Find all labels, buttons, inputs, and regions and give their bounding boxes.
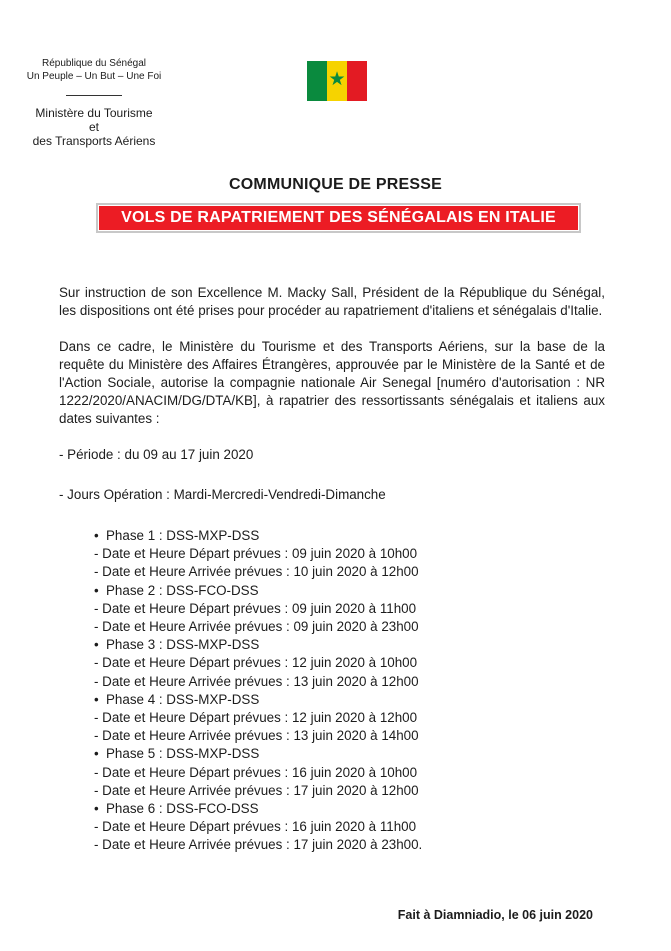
communique-body — [59, 284, 605, 855]
bullet-icon: • — [94, 746, 99, 762]
phase-4-departure: - Date et Heure Départ prévues : 12 juin 2020 à 12h00 — [94, 710, 418, 726]
phase-2-arrival: - Date et Heure Arrivée prévues : 09 juin 2020 à 23h00 — [94, 619, 419, 635]
document-title: COMMUNIQUE DE PRESSE — [229, 176, 442, 193]
period-line: - Période : du 09 au 17 juin 2020 — [59, 447, 254, 462]
subject-banner — [96, 203, 581, 233]
republic-name: République du Sénégal — [42, 58, 146, 69]
bullet-icon: • — [94, 691, 99, 707]
phase-2-label — [94, 582, 605, 600]
star-icon: ★ — [328, 69, 346, 90]
phase-label: Phase 3 : DSS-MXP-DSS — [106, 637, 260, 653]
phase-5-arrival: - Date et Heure Arrivée prévues : 17 juin 2020 à 12h00 — [94, 782, 419, 798]
operation-days-line: - Jours Opération : Mardi-Mercredi-Vendredi-Dimanche — [59, 487, 386, 502]
phase-1-arrival: - Date et Heure Arrivée prévues : 10 juin 2020 à 12h00 — [94, 564, 419, 580]
bullet-icon: • — [94, 528, 99, 543]
national-motto: Un Peuple – Un But – Une Foi — [26, 71, 162, 82]
phase-3-label — [94, 636, 605, 654]
phase-list — [94, 527, 605, 855]
banner-text: VOLS DE RAPATRIEMENT DES SÉNÉGALAIS EN ITALIE — [121, 209, 556, 226]
ministry-line-1: Ministère du Tourisme — [35, 106, 153, 120]
ministry-line-3: des Transports Aériens — [32, 134, 156, 148]
authorization-paragraph: Dans ce cadre, le Ministère du Tourisme et des Transports Aériens, sur la base de la requête du Ministère des Affaires Étrangères, approuvée par le Ministère de la Santé et de l'Action Sociale, autorise la compagnie nationale Air Senegal [numéro d'autorisation : NR 1222/2020/ANACIM/DG/DTA/KB], à rapatrier des ressortissants sénégalais et italiens aux dates suivantes : — [59, 339, 605, 426]
government-header — [24, 57, 164, 148]
phase-6-arrival: - Date et Heure Arrivée prévues : 17 juin 2020 à 23h00. — [94, 837, 423, 853]
phase-6-departure: - Date et Heure Départ prévues : 16 juin 2020 à 11h00 — [94, 819, 417, 835]
flag-band-green — [307, 61, 327, 101]
bullet-icon: • — [94, 637, 99, 653]
phase-1-label — [94, 527, 605, 545]
phase-5-departure: - Date et Heure Départ prévues : 16 juin 2020 à 10h00 — [94, 764, 418, 780]
ministry-line-2: et — [88, 120, 99, 134]
phase-6-label — [94, 800, 605, 818]
intro-paragraph: Sur instruction de son Excellence M. Macky Sall, Président de la République du Sénégal, les dispositions ont été prises pour procéder au rapatriement d'italiens et sénégalais d'Italie. — [59, 285, 605, 318]
flag-band-yellow — [327, 61, 347, 101]
phase-label: Phase 4 : DSS-MXP-DSS — [106, 691, 260, 707]
place-and-date: Fait à Diamniadio, le 06 juin 2020 — [397, 908, 593, 922]
phase-4-label — [94, 691, 605, 709]
header-divider — [66, 95, 122, 96]
phase-label: Phase 1 : DSS-MXP-DSS — [106, 528, 260, 543]
bullet-icon: • — [94, 582, 99, 598]
phase-4-arrival: - Date et Heure Arrivée prévues : 13 juin 2020 à 14h00 — [94, 728, 419, 744]
phase-3-arrival: - Date et Heure Arrivée prévues : 13 juin 2020 à 12h00 — [94, 673, 419, 689]
phase-5-label — [94, 745, 605, 763]
phase-label: Phase 2 : DSS-FCO-DSS — [106, 582, 259, 598]
phase-label: Phase 5 : DSS-MXP-DSS — [106, 746, 260, 762]
bullet-icon: • — [94, 801, 99, 817]
flag-band-red — [347, 61, 367, 101]
senegal-flag — [307, 61, 367, 101]
phase-3-departure: - Date et Heure Départ prévues : 12 juin 2020 à 10h00 — [94, 655, 418, 671]
phase-2-departure: - Date et Heure Départ prévues : 09 juin 2020 à 11h00 — [94, 600, 417, 616]
phase-1-departure: - Date et Heure Départ prévues : 09 juin 2020 à 10h00 — [94, 546, 418, 562]
phase-label: Phase 6 : DSS-FCO-DSS — [106, 801, 259, 817]
